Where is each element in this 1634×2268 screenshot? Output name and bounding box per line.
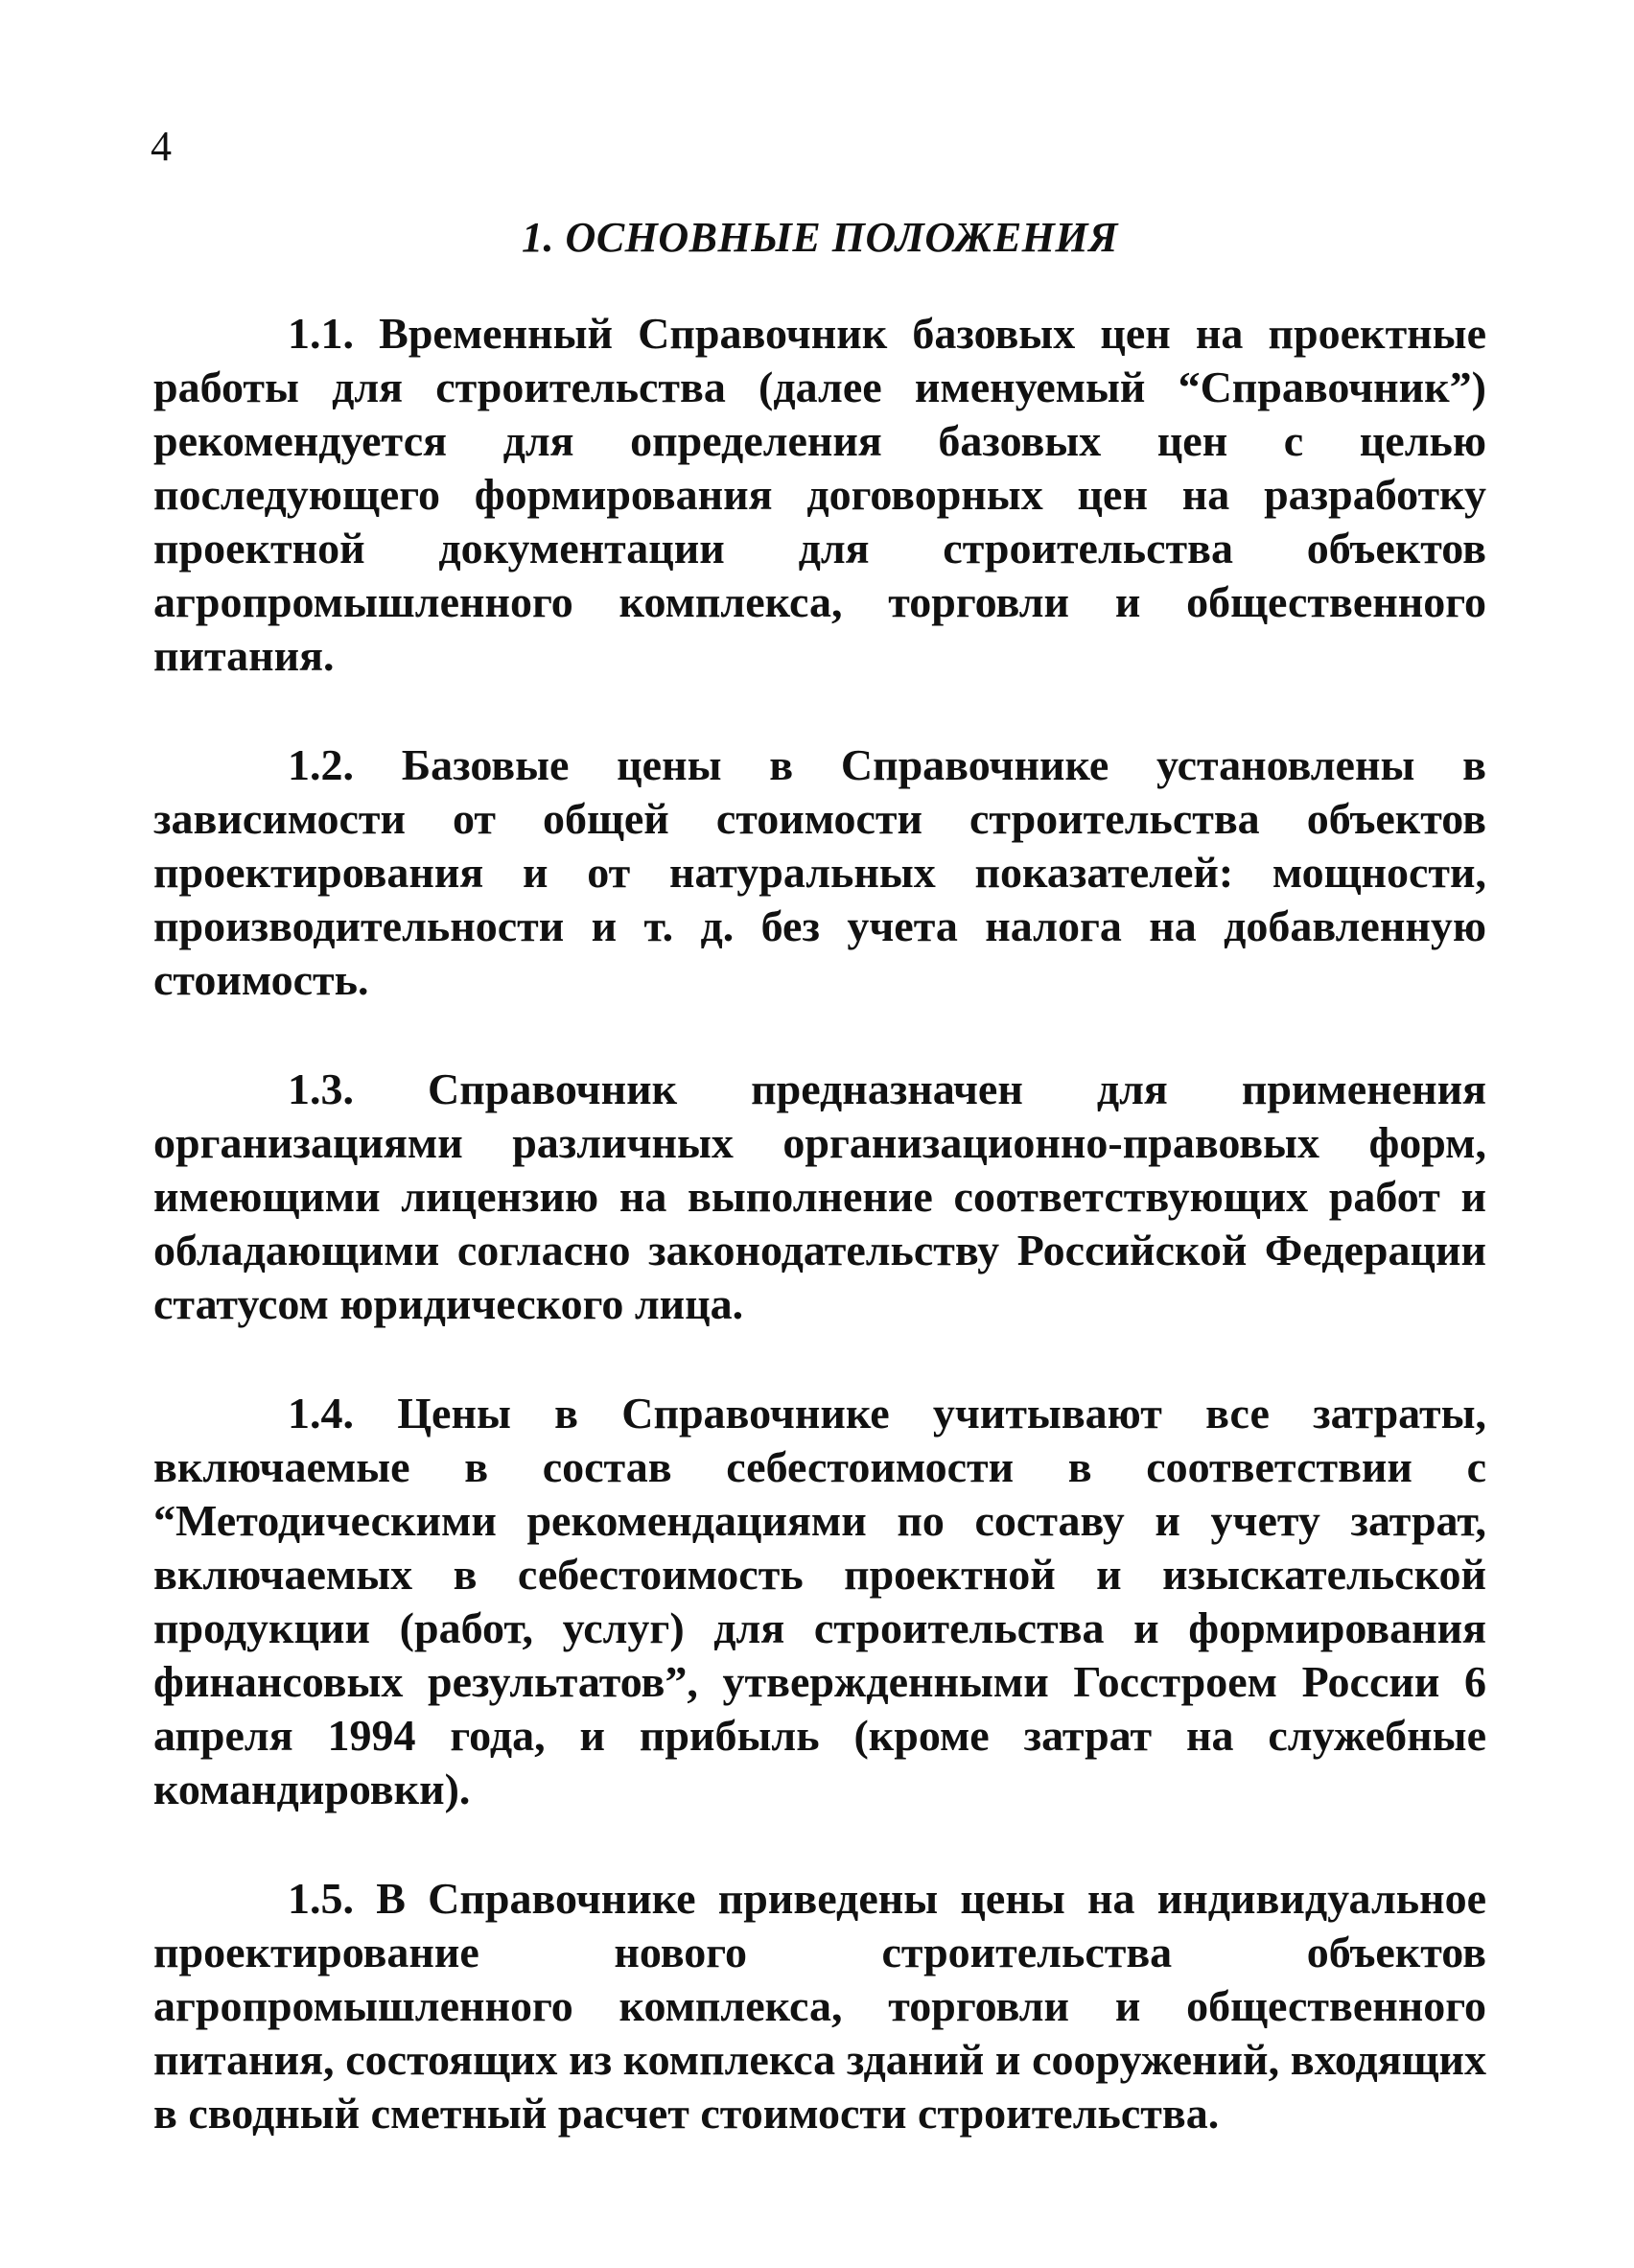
paragraph-1-4: 1.4. Цены в Справочнике учитывают все затраты, включаемые в состав себестоимости в соответствии с “Методическими рекомендациями по составу и учету затрат, включаемых в себестоимость проектной и изыскательской продукции (работ, услуг) для строительства и формирования финансовых результатов”, утвержденными Госстроем России 6 апреля 1994 года, и прибыль (кроме затрат на служебные командировки). — [153, 1389, 1486, 1813]
section-title: 1. ОСНОВНЫЕ ПОЛОЖЕНИЯ — [522, 214, 1118, 261]
paragraph-1-5: 1.5. В Справочнике приведены цены на индивидуальное проектирование нового строительства объектов агропромышленного комплекса, торговли и общественного питания, состоящих из комплекса зданий и сооружений, входящих в сводный сметный расчет стоимости строительства. — [153, 1874, 1486, 2138]
paragraph-1-2: 1.2. Базовые цены в Справочнике установлены в зависимости от общей стоимости строительства объектов проектирования и от натуральных показателей: мощности, производительности и т. д. без учета налога на добавленную стоимость. — [153, 740, 1486, 1004]
page-number: 4 — [151, 123, 172, 170]
body-text — [153, 307, 1486, 2196]
paragraph-1-1: 1.1. Временный Справочник базовых цен на проектные работы для строительства (далее именуемый “Справочник”) рекомендуется для определения базовых цен с целью последующего формирования договорных цен на разработку проектной документации для строительства объектов агропромышленного комплекса, торговли и общественного питания. — [153, 309, 1486, 680]
paragraph-1-3: 1.3. Справочник предназначен для применения организациями различных организационно-правовых форм, имеющими лицензию на выполнение соответствующих работ и обладающими согласно законодательству Российской Федерации статусом юридического лица. — [153, 1064, 1486, 1328]
